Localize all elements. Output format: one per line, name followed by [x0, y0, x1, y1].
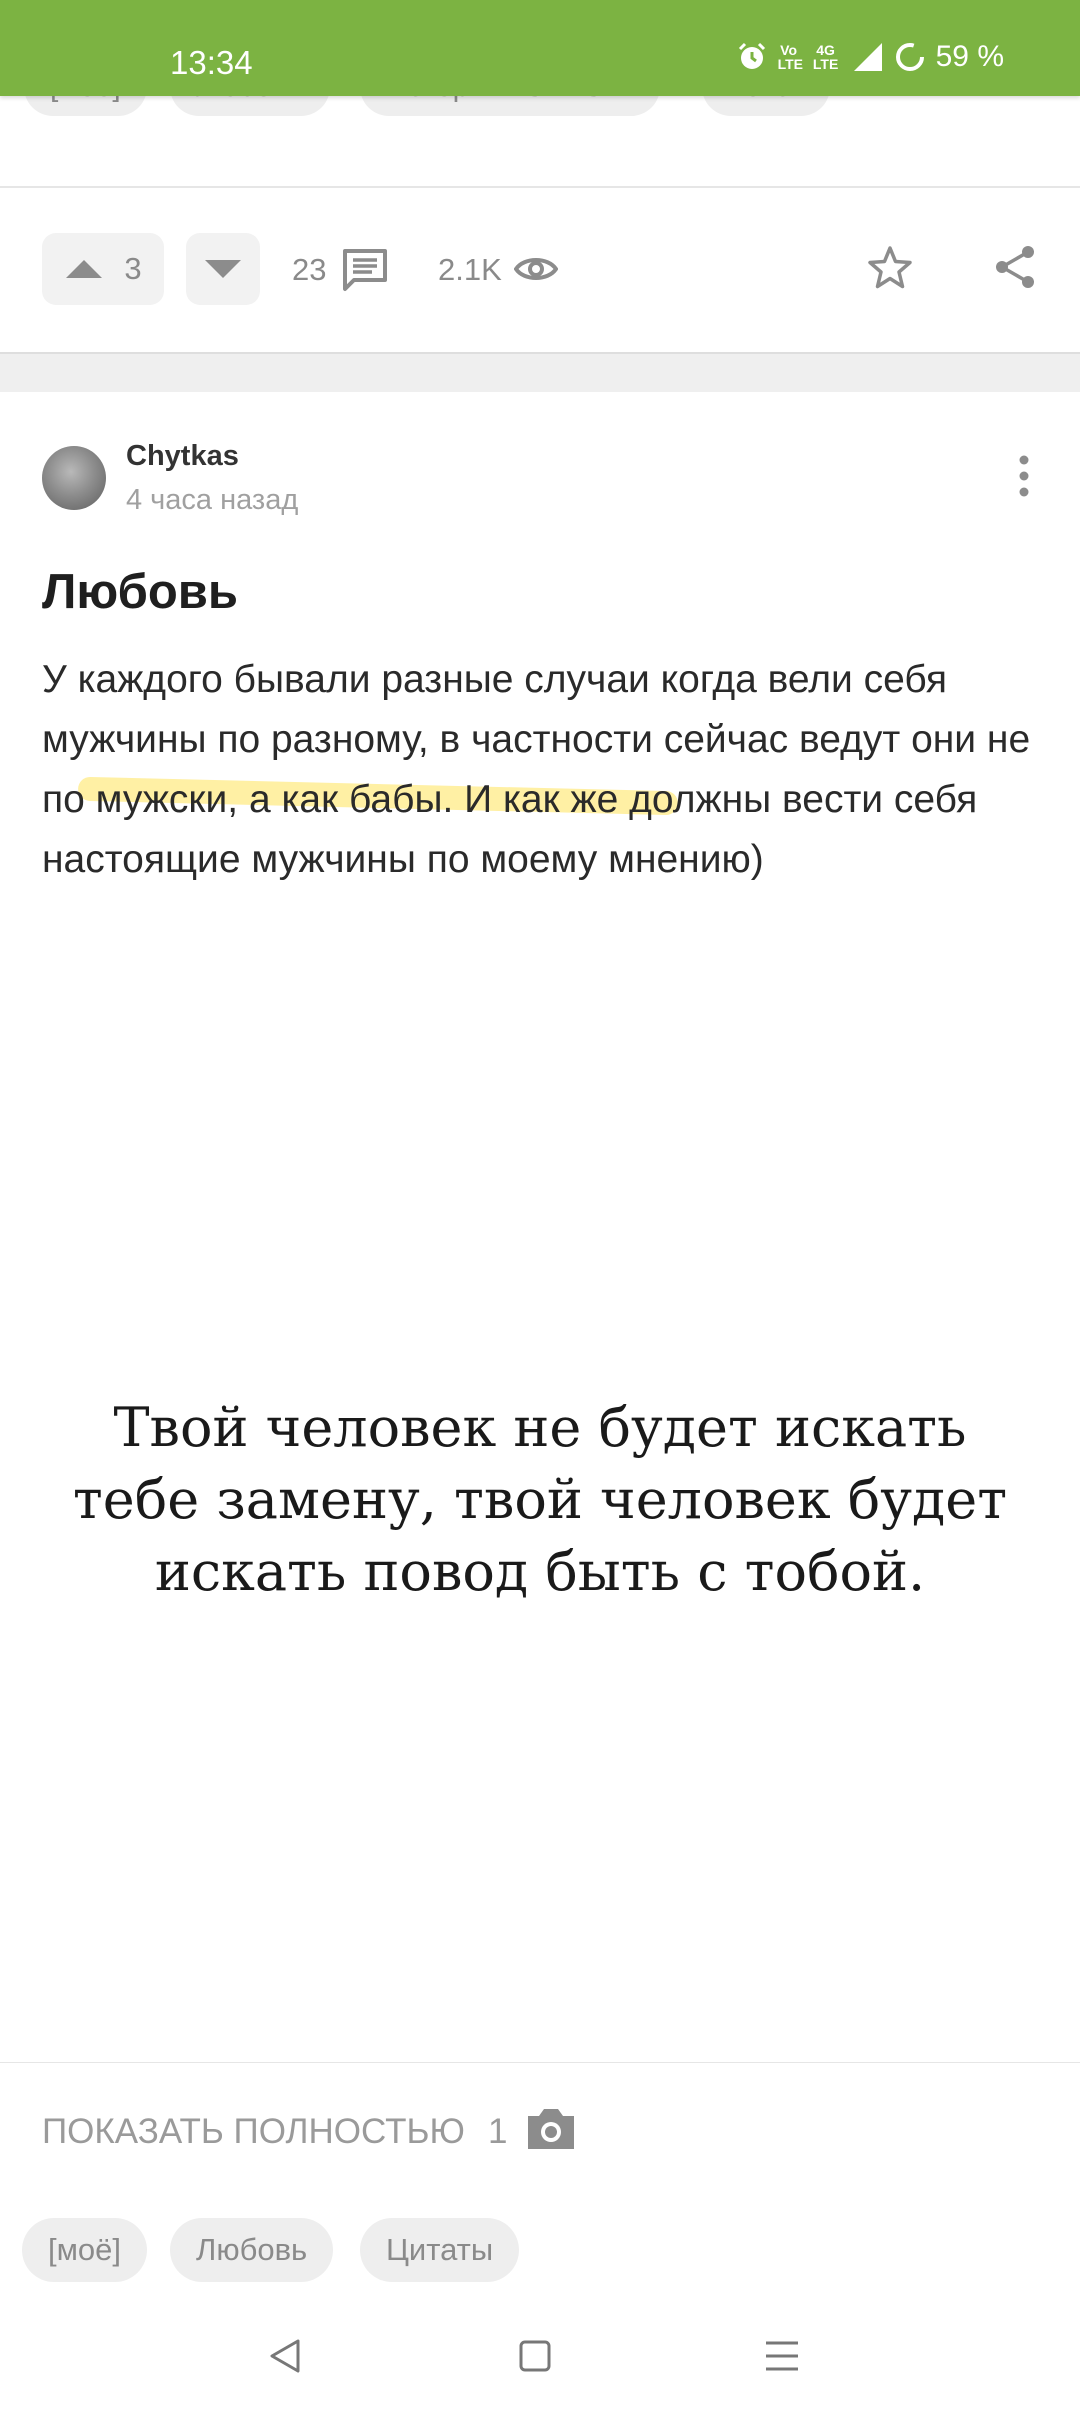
post-separator [0, 352, 1080, 392]
arrow-up-icon [64, 258, 104, 280]
share-icon[interactable] [994, 244, 1038, 290]
image-divider [0, 2062, 1080, 2063]
arrow-down-icon [203, 258, 243, 280]
more-options-icon[interactable] [1018, 454, 1030, 498]
post-tag-moe[interactable]: [моё] [22, 2218, 147, 2282]
quote-line: Твой человек не будет искать [113, 1396, 967, 1459]
eye-icon [514, 254, 558, 284]
signal-icon [852, 41, 884, 73]
battery-percent: 59 % [935, 40, 1004, 73]
post-text: У каждого бывали разные случаи когда вели себя мужчины по разному, в частности сейчас ведут они не по мужски, а как бабы. И как же должны вести себя настоящие мужчины по моему мнению) [42, 658, 1031, 881]
status-time: 13:34 [170, 44, 253, 81]
quote-line: тебе замену, твой человек будет [72, 1468, 1008, 1531]
network-type: 4G LTE [812, 42, 839, 72]
post-title[interactable]: Любовь [42, 565, 239, 619]
comments-icon[interactable] [342, 248, 388, 292]
upvote-count: 3 [124, 251, 142, 286]
post-time: 4 часа назад [126, 484, 299, 516]
post-image-quote[interactable] [0, 1392, 1080, 1608]
image-count: 1 [488, 2112, 508, 2151]
volte-indicator: Vo LTE [777, 42, 804, 72]
views-count: 2.1K [438, 252, 502, 287]
battery-saver-icon [894, 41, 926, 73]
star-icon[interactable] [866, 244, 914, 292]
comments-count[interactable]: 23 [292, 252, 327, 287]
post-tag-quotes[interactable]: Цитаты [360, 2218, 519, 2282]
system-nav-bar [0, 2312, 1080, 2412]
downvote-button[interactable] [186, 233, 260, 305]
alarm-icon [736, 41, 768, 73]
quote-line: искать повод быть с тобой. [154, 1540, 926, 1603]
post-tag-love[interactable]: Любовь [170, 2218, 333, 2282]
avatar[interactable] [42, 446, 106, 510]
status-icons [736, 40, 1004, 74]
camera-icon [524, 2106, 578, 2152]
upvote-button[interactable] [42, 233, 164, 305]
menu-icon[interactable] [764, 2339, 800, 2373]
tags-divider [0, 186, 1080, 188]
show-full-button[interactable]: ПОКАЗАТЬ ПОЛНОСТЬЮ [42, 2112, 465, 2151]
home-icon[interactable] [518, 2339, 552, 2373]
status-bar [0, 0, 1080, 96]
author-name[interactable]: Chytkas [126, 440, 239, 472]
back-icon[interactable] [268, 2338, 302, 2374]
